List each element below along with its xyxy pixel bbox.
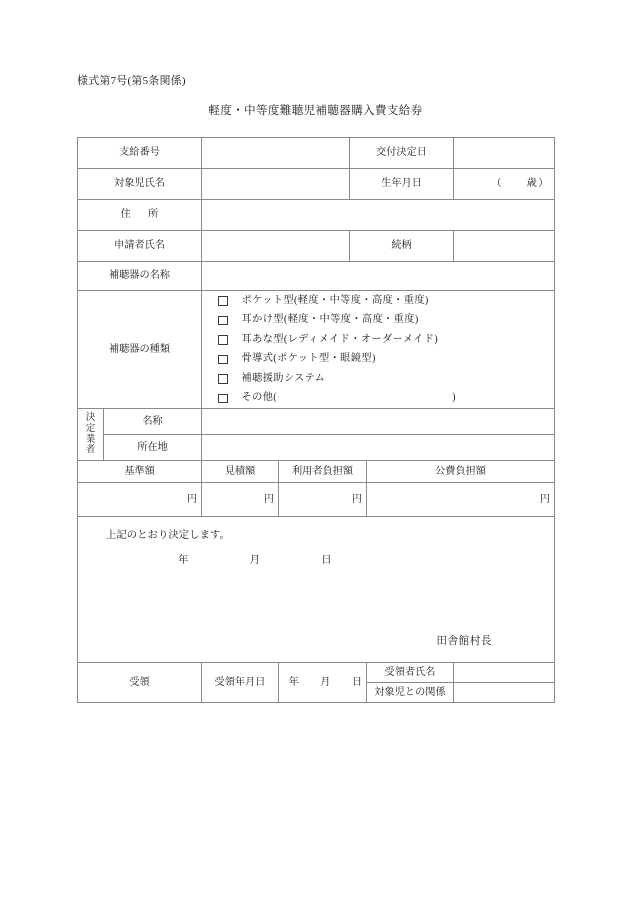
table-row-applicant [78, 231, 555, 262]
value-relation-to-child[interactable] [454, 683, 555, 703]
vendor-char-3: 業 [85, 433, 96, 445]
header-user-burden-amount: 利用者負担額 [279, 461, 367, 483]
value-applicant-name[interactable] [202, 231, 350, 262]
label-receiver-name: 受領者氏名 [367, 663, 454, 683]
value-user-burden-amount[interactable]: 円 [279, 483, 367, 517]
header-standard-amount: 基準額 [78, 461, 202, 483]
checkbox-icon[interactable] [218, 296, 228, 306]
checkbox-icon[interactable] [218, 335, 228, 345]
label-device-type: 補聴器の種類 [78, 291, 202, 409]
value-address[interactable] [202, 200, 555, 231]
label-applicant-name: 申請者氏名 [78, 231, 202, 262]
value-public-burden-amount[interactable]: 円 [367, 483, 555, 517]
checkbox-option-bone-conduction[interactable] [206, 350, 550, 370]
label-receipt: 受領 [78, 663, 202, 703]
decision-date-line[interactable] [178, 554, 332, 568]
document-title: 軽度・中等度難聴児補聴器購入費支給券 [208, 105, 423, 117]
label-vendor-address: 所在地 [104, 435, 202, 461]
decision-month-label: 月 [249, 555, 260, 566]
voucher-table [77, 137, 555, 703]
checkbox-option-assistive-system[interactable] [206, 369, 550, 389]
label-supply-no: 支給番号 [78, 138, 202, 169]
checkbox-icon[interactable] [218, 374, 228, 384]
table-row-receipt-name [78, 663, 555, 683]
label-device-name: 補聴器の名称 [78, 262, 202, 291]
checkbox-label: 耳あな型(レディメイド・オーダーメイド) [241, 333, 439, 345]
header-estimate-amount: 見積額 [202, 461, 279, 483]
decision-block [78, 517, 555, 663]
checkbox-icon[interactable] [218, 355, 228, 365]
value-child-name[interactable] [202, 169, 350, 200]
device-type-options [202, 291, 555, 409]
label-relation-to-child: 対象児との関係 [367, 683, 454, 703]
value-receiver-name[interactable] [454, 663, 555, 683]
checkbox-option-pocket[interactable] [206, 291, 550, 311]
value-standard-amount[interactable]: 円 [78, 483, 202, 517]
vendor-char-4: 者 [85, 444, 96, 456]
checkbox-label-other-suffix: ) [452, 392, 456, 404]
value-vendor-name[interactable] [202, 409, 555, 435]
table-row-supply-no [78, 138, 555, 169]
table-row-device-name [78, 262, 555, 291]
table-row-child-name [78, 169, 555, 200]
checkbox-option-behind-the-ear[interactable] [206, 311, 550, 331]
value-grant-decision-date[interactable] [454, 138, 555, 169]
form-number: 様式第7号(第5条関係) [77, 75, 186, 87]
decision-day-label: 日 [321, 555, 332, 566]
value-relationship[interactable] [454, 231, 555, 262]
value-birth-date-age[interactable]: （ 歳） [454, 169, 555, 200]
vendor-char-2: 定 [85, 422, 96, 434]
value-vendor-address[interactable] [202, 435, 555, 461]
checkbox-label: 骨導式(ポケット型・眼鏡型) [241, 353, 376, 365]
table-row-vendor-name [78, 409, 555, 435]
label-birth-date: 生年月日 [350, 169, 454, 200]
table-row-address [78, 200, 555, 231]
checkbox-icon[interactable] [218, 394, 228, 404]
label-vendor-vertical [78, 409, 104, 461]
value-supply-no[interactable] [202, 138, 350, 169]
checkbox-option-in-the-ear[interactable] [206, 330, 550, 350]
table-row-vendor-address [78, 435, 555, 461]
decision-year-label: 年 [178, 555, 189, 566]
value-device-name[interactable] [202, 262, 555, 291]
label-relationship: 続柄 [350, 231, 454, 262]
label-grant-decision-date: 交付決定日 [350, 138, 454, 169]
label-receipt-date: 受領年月日 [202, 663, 279, 703]
value-estimate-amount[interactable]: 円 [202, 483, 279, 517]
signer-title: 田舎館村長 [436, 635, 493, 647]
table-row-amount-values [78, 483, 555, 517]
checkbox-label: 補聴援助システム [241, 372, 326, 384]
label-address: 住 所 [78, 200, 202, 231]
label-child-name: 対象児氏名 [78, 169, 202, 200]
checkbox-label: 耳かけ型(軽度・中等度・高度・重度) [241, 314, 419, 326]
checkbox-option-other[interactable] [206, 389, 550, 409]
checkbox-label-other-prefix: その他( [241, 392, 278, 404]
table-row-amount-headers [78, 461, 555, 483]
table-row-decision [78, 517, 555, 663]
table-row-device-type [78, 291, 555, 409]
value-receipt-date[interactable]: 年 月 日 [279, 663, 367, 703]
vendor-char-1: 決 [85, 412, 96, 424]
checkbox-icon[interactable] [218, 316, 228, 326]
decision-statement: 上記のとおり決定します。 [106, 530, 230, 541]
label-vendor-name: 名称 [104, 409, 202, 435]
header-public-burden-amount: 公費負担額 [367, 461, 555, 483]
checkbox-label: ポケット型(軽度・中等度・高度・重度) [241, 294, 429, 306]
